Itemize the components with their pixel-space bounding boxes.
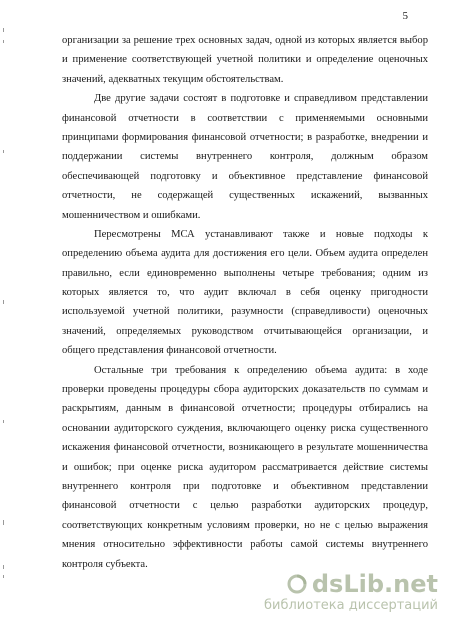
text-line: Две другие задачи состоят в подготовке и справедливом представлении [94, 93, 428, 105]
text-line: и ошибок; при оценке риска аудитором рассматривается действие системы [62, 461, 428, 473]
text-line: используемой учетной политики, разумности (справедливости) оценочных [62, 306, 428, 318]
text-line: определению объема аудита для достижения его цели. Объем аудита определен [62, 248, 428, 260]
text-line: мнения относительно эффективности работы самой системы внутреннего [62, 539, 428, 551]
text-line: внутреннего контроля при подготовке и объективном представлении [62, 480, 428, 492]
watermark-subtitle: библиотека диссертаций [264, 598, 438, 613]
body-text [62, 31, 428, 574]
text-line: отчетности, не содержащей существенных искажений, вызванных [62, 190, 428, 202]
watermark [228, 570, 438, 613]
watermark-logo [286, 570, 438, 598]
text-line: принципами формирования финансовой отчетности; в разработке, внедрении и [62, 131, 428, 143]
text-line: контроля субъекта. [62, 558, 148, 570]
text-line: финансовой отчетности с целью разработки аудиторских процедур, [62, 500, 428, 512]
text-line: финансовой отчетности в соответствии с применяемыми основными [62, 112, 428, 124]
text-line: общего представления финансовой отчетности. [62, 345, 277, 357]
text-line: искажения финансовой отчетности, возникающего в результате мошенничества [62, 442, 428, 454]
watermark-logo-text: dsLib.net [311, 570, 438, 598]
ring-icon [286, 573, 308, 595]
text-line: организации за решение трех основных задач, одной из которых является выбор [62, 35, 428, 46]
text-line: правильно, если единовременно выполнены четыре требования; одним из [62, 267, 428, 279]
text-line: соответствующих конкретным условиям проверки, но не с целью выражения [62, 519, 428, 531]
text-line: и применение соответствующей учетной политики и определение оценочных [62, 54, 428, 66]
text-line: проверки проведены процедуры сбора аудиторских доказательств по суммам и [62, 384, 428, 396]
scan-edge-marks [0, 0, 10, 623]
text-line: раскрытиям, данным в финансовой отчетности; процедуры отбирались на [62, 403, 428, 415]
text-line: Остальные три требования к определению объема аудита: в ходе [94, 364, 428, 376]
text-line: значений, адекватных текущим обстоятельствам. [62, 73, 284, 85]
text-line: Пересмотрены МСА устанавливают также и новые подходы к [94, 228, 428, 240]
text-line: основании аудиторского суждения, включающего оценку риска существенного [62, 422, 428, 434]
page-number: 5 [402, 10, 408, 22]
text-line: значений, определяемых руководством отчитывающейся организации, и [62, 325, 428, 337]
text-line: обеспечивающей подготовку и объективное представление финансовой [62, 170, 428, 182]
text-line: мошенничеством и ошибками. [62, 209, 201, 221]
text-line: которых является то, что аудит включал в себя оценку пригодности [62, 287, 428, 299]
text-line: поддержании системы внутреннего контроля, должным образом [62, 151, 428, 163]
